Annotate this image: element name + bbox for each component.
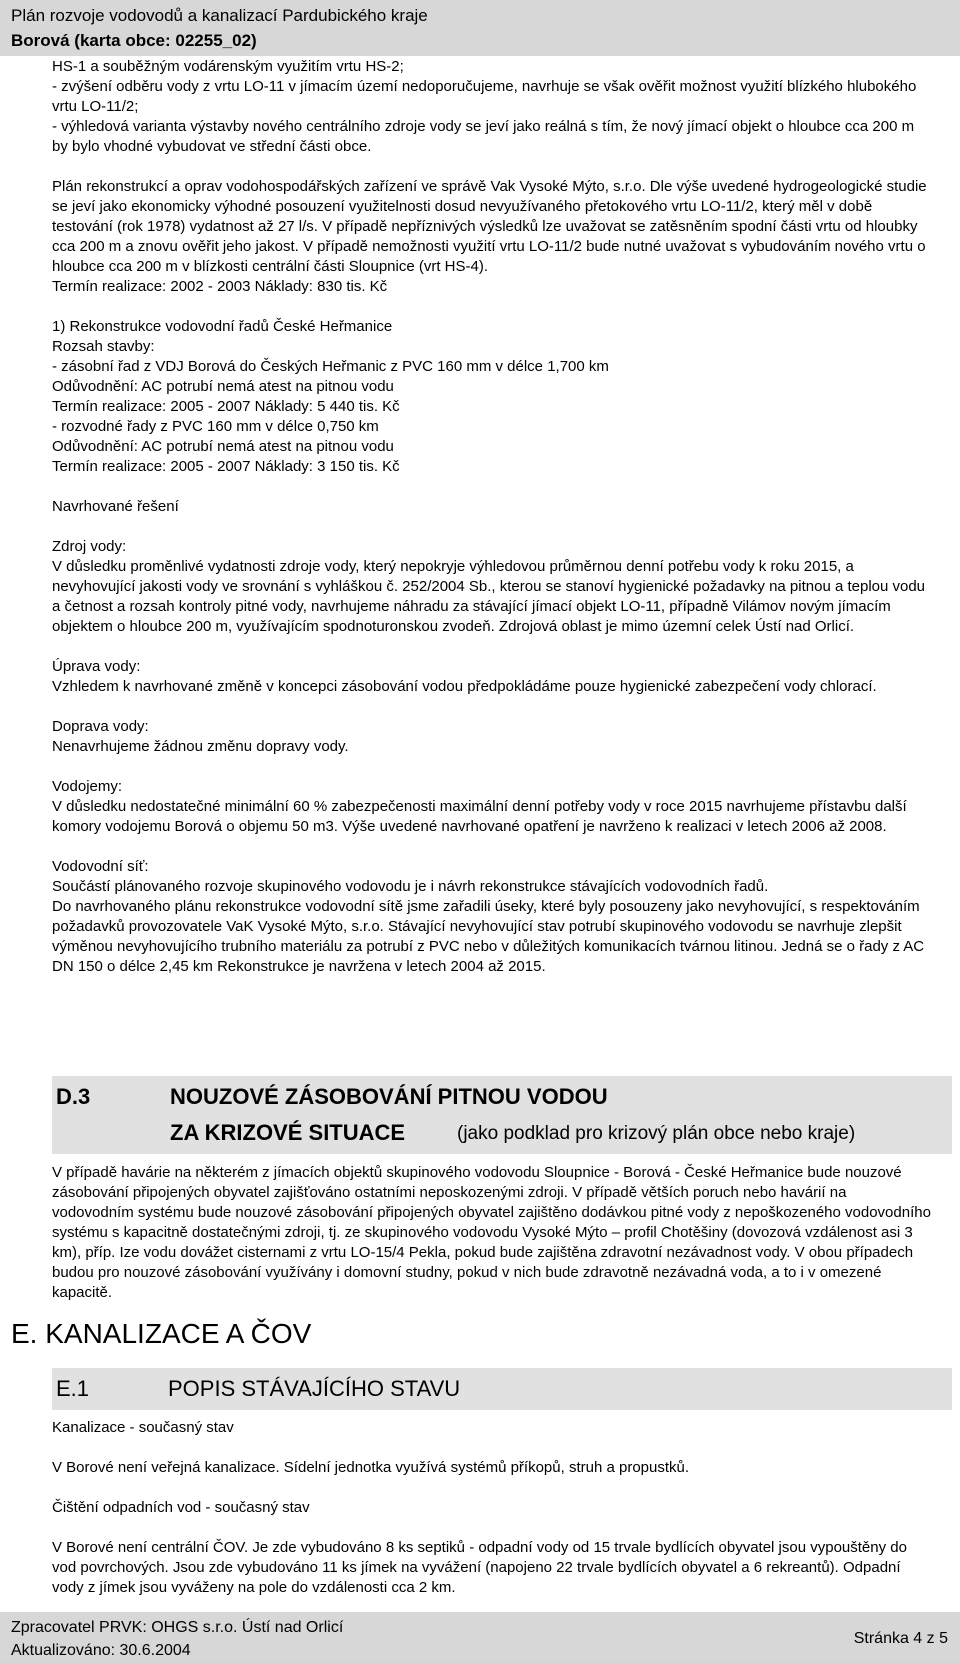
paragraph: - zvýšení odběru vody z vrtu LO-11 v jímacím území nedoporučujeme, navrhuje se však ověřit možnost využití blízkého hlubokého vrtu LO-11/2; [52, 78, 917, 115]
paragraph: V Borové není veřejná kanalizace. Sídelní jednotka využívá systémů příkopů, struh a propustků. [52, 1459, 690, 1476]
paragraph: Do navrhovaného plánu rekonstrukce vodovodní sítě jsme zařadili úseky, které byly posouzeny jako nevyhovující, s respektováním požadavků provozovatele VaK Vysoké Mýto, s.r.o. Stávající nevyhovující stav potrubí skupinového vodovodu se navrhuje zlepšit výměnou nevyhovujícího trubního materiálu za potrubí z PVC nebo v důležitých komunikacích tvárnou litinou. Jedná se o řady z AC DN 150 o délce 2,45 km Rekonstrukce je navržena v letech 2004 až 2015. [52, 898, 925, 975]
section-title: ZA KRIZOVÉ SITUACE [170, 1120, 406, 1145]
paragraph: Rozsah stavby: [52, 338, 155, 355]
main-content [52, 57, 932, 977]
d3-content [52, 1163, 932, 1303]
paragraph: HS-1 a souběžným vodárenským využitím vrtu HS-2; [52, 58, 404, 75]
paragraph: Odůvodnění: AC potrubí nemá atest na pitnou vodu [52, 378, 394, 395]
section-number: E.1 [56, 1376, 90, 1401]
section-label: Vodovodní síť: [52, 858, 149, 875]
paragraph: V případě havárie na některém z jímacích objektů skupinového vodovodu Sloupnice - Borová - České Heřmanice bude nouzové zásobování připojených obyvatel zajišťováno ostatními neposkozenými zdroji. V případě větších poruch nebo havárií na vodovodním systému bude nouzové zásobování připojených obyvatel zajištěno dodávkou pitné vody z nepoškozeného vodovodního systému s kapacitně dostatečnými zdroji, tj. ze skupinového vodovodu Vysoké Mýto – profil Chotěšiny (dovozová vzdálenost asi 3 km), příp. Ize vodu dovážet cisternami z vrtu LO-15/4 Pekla, pokud bude zajištěna zdravotní nezávadnost vody. V obou případech budou pro nouzové zásobování využívány i domovní studny, pokud v nich bude zdravotně nezávadná voda, a to i v omezené kapacitě. [52, 1164, 931, 1301]
paragraph: Nenavrhujeme žádnou změnu dopravy vody. [52, 738, 349, 755]
e1-content [52, 1418, 932, 1598]
paragraph: V důsledku nedostatečné minimální 60 % zabezpečenosti maximální denní potřeby vody v roce 2015 navrhujeme přístavbu další komory vodojemu Borová o objemu 50 m3. Výše uvedené navrhované opatření je navrženo k realizaci v letech 2006 až 2008. [52, 798, 907, 835]
paragraph: Termín realizace: 2005 - 2007 Náklady: 3 150 tis. Kč [52, 458, 400, 475]
section-subtitle: (jako podklad pro krizový plán obce nebo kraje) [457, 1123, 856, 1144]
section-label: Kanalizace - současný stav [52, 1419, 234, 1436]
section-label: Doprava vody: [52, 718, 149, 735]
section-label: Úprava vody: [52, 658, 141, 675]
paragraph: V důsledku proměnlivé vydatnosti zdroje vody, který nepokryje výhledovou průměrnou denní potřebu vody k roku 2015, a nevyhovující jakosti vody ve srovnání s vyhláškou č. 252/2004 Sb., kterou se stanoví hygienické požadavky na pitnou a teplou vodu a četnost a rozsah kontroly pitné vody, navrhujeme náhradu za stávající jímací objekt LO-11, případně Vilámov novým jímacím objektem o hloubce 200 m, využívajícím spodnoturonskou zvodeň. Zdrojová oblast je mimo územní celek Ústí nad Orlicí. [52, 558, 926, 635]
paragraph: 1) Rekonstrukce vodovodní řadů České Heřmanice [52, 318, 393, 335]
paragraph: Plán rekonstrukcí a oprav vodohospodářských zařízení ve správě Vak Vysoké Mýto, s.r.o. Dle výše uvedené hydrogeologické studie se jeví jako ekonomicky výhodné posouzení využitelnosti dosud nevyužívaného přetokového vrtu LO-11/2, který měl v době testování (rok 1978) vydatnost až 27 l/s. V případě nepříznivých výsledků lze uvažovat se zatěsněním spodní části vrtu od hloubky cca 200 m a znovu ověřit jeho jakost. V případě nemožnosti využití vrtu LO-11/2 bude nutné uvažovat s vybudováním nového vrtu o hloubce cca 200 m v blízkosti centrální části Sloupnice (vrt HS-4). [52, 178, 927, 275]
footer-author: Zpracovatel PRVK: OHGS s.r.o. Ústí nad Orlicí [11, 1619, 344, 1636]
paragraph: Součástí plánovaného rozvoje skupinového vodovodu je i návrh rekonstrukce stávajících vodovodních řadů. [52, 878, 769, 895]
section-heading-d3 [52, 1076, 952, 1154]
section-label: Zdroj vody: [52, 538, 127, 555]
header-title: Plán rozvoje vodovodů a kanalizací Pardubického kraje [11, 6, 428, 25]
section-title: NOUZOVÉ ZÁSOBOVÁNÍ PITNOU VODOU [170, 1084, 608, 1109]
section-label: Čištění odpadních vod - současný stav [52, 1499, 310, 1516]
section-label: Navrhované řešení [52, 498, 179, 515]
paragraph: V Borové není centrální ČOV. Je zde vybudováno 8 ks septiků - odpadní vody od 15 trvale bydlících obyvatel jsou vypouštěny do vod povrchových. Jsou zde vybudováno 11 ks jímek na vyvážení (napojeno 22 trvale bydlících obyvatel a 6 rekreantů). Odpadní vody z jímek jsou vyváženy na pole do vzdálenosti cca 2 km. [52, 1539, 907, 1596]
chapter-title-e: E. KANALIZACE A ČOV [11, 1318, 312, 1349]
page-header [0, 0, 960, 56]
page-footer [0, 1612, 960, 1663]
page-number: Stránka 4 z 5 [853, 1630, 948, 1647]
footer-updated: Aktualizováno: 30.6.2004 [11, 1642, 191, 1659]
section-title: POPIS STÁVAJÍCÍHO STAVU [168, 1376, 461, 1401]
paragraph: Odůvodnění: AC potrubí nemá atest na pitnou vodu [52, 438, 394, 455]
paragraph: - rozvodné řady z PVC 160 mm v délce 0,750 km [52, 418, 379, 435]
header-subtitle: Borová (karta obce: 02255_02) [11, 31, 257, 50]
paragraph: Termín realizace: 2005 - 2007 Náklady: 5 440 tis. Kč [52, 398, 400, 415]
paragraph: Vzhledem k navrhované změně v koncepci zásobování vodou předpokládáme pouze hygienické zabezpečení vody chlorací. [52, 678, 877, 695]
paragraph: Termín realizace: 2002 - 2003 Náklady: 830 tis. Kč [52, 278, 388, 295]
section-heading-e1 [52, 1368, 952, 1410]
paragraph: - zásobní řad z VDJ Borová do Českých Heřmanic z PVC 160 mm v délce 1,700 km [52, 358, 609, 375]
paragraph: - výhledová varianta výstavby nového centrálního zdroje vody se jeví jako reálná s tím, že nový jímací objekt o hloubce cca 200 m by bylo vhodné vybudovat ve střední části obce. [52, 118, 915, 155]
section-label: Vodojemy: [52, 778, 123, 795]
section-number: D.3 [56, 1084, 91, 1109]
